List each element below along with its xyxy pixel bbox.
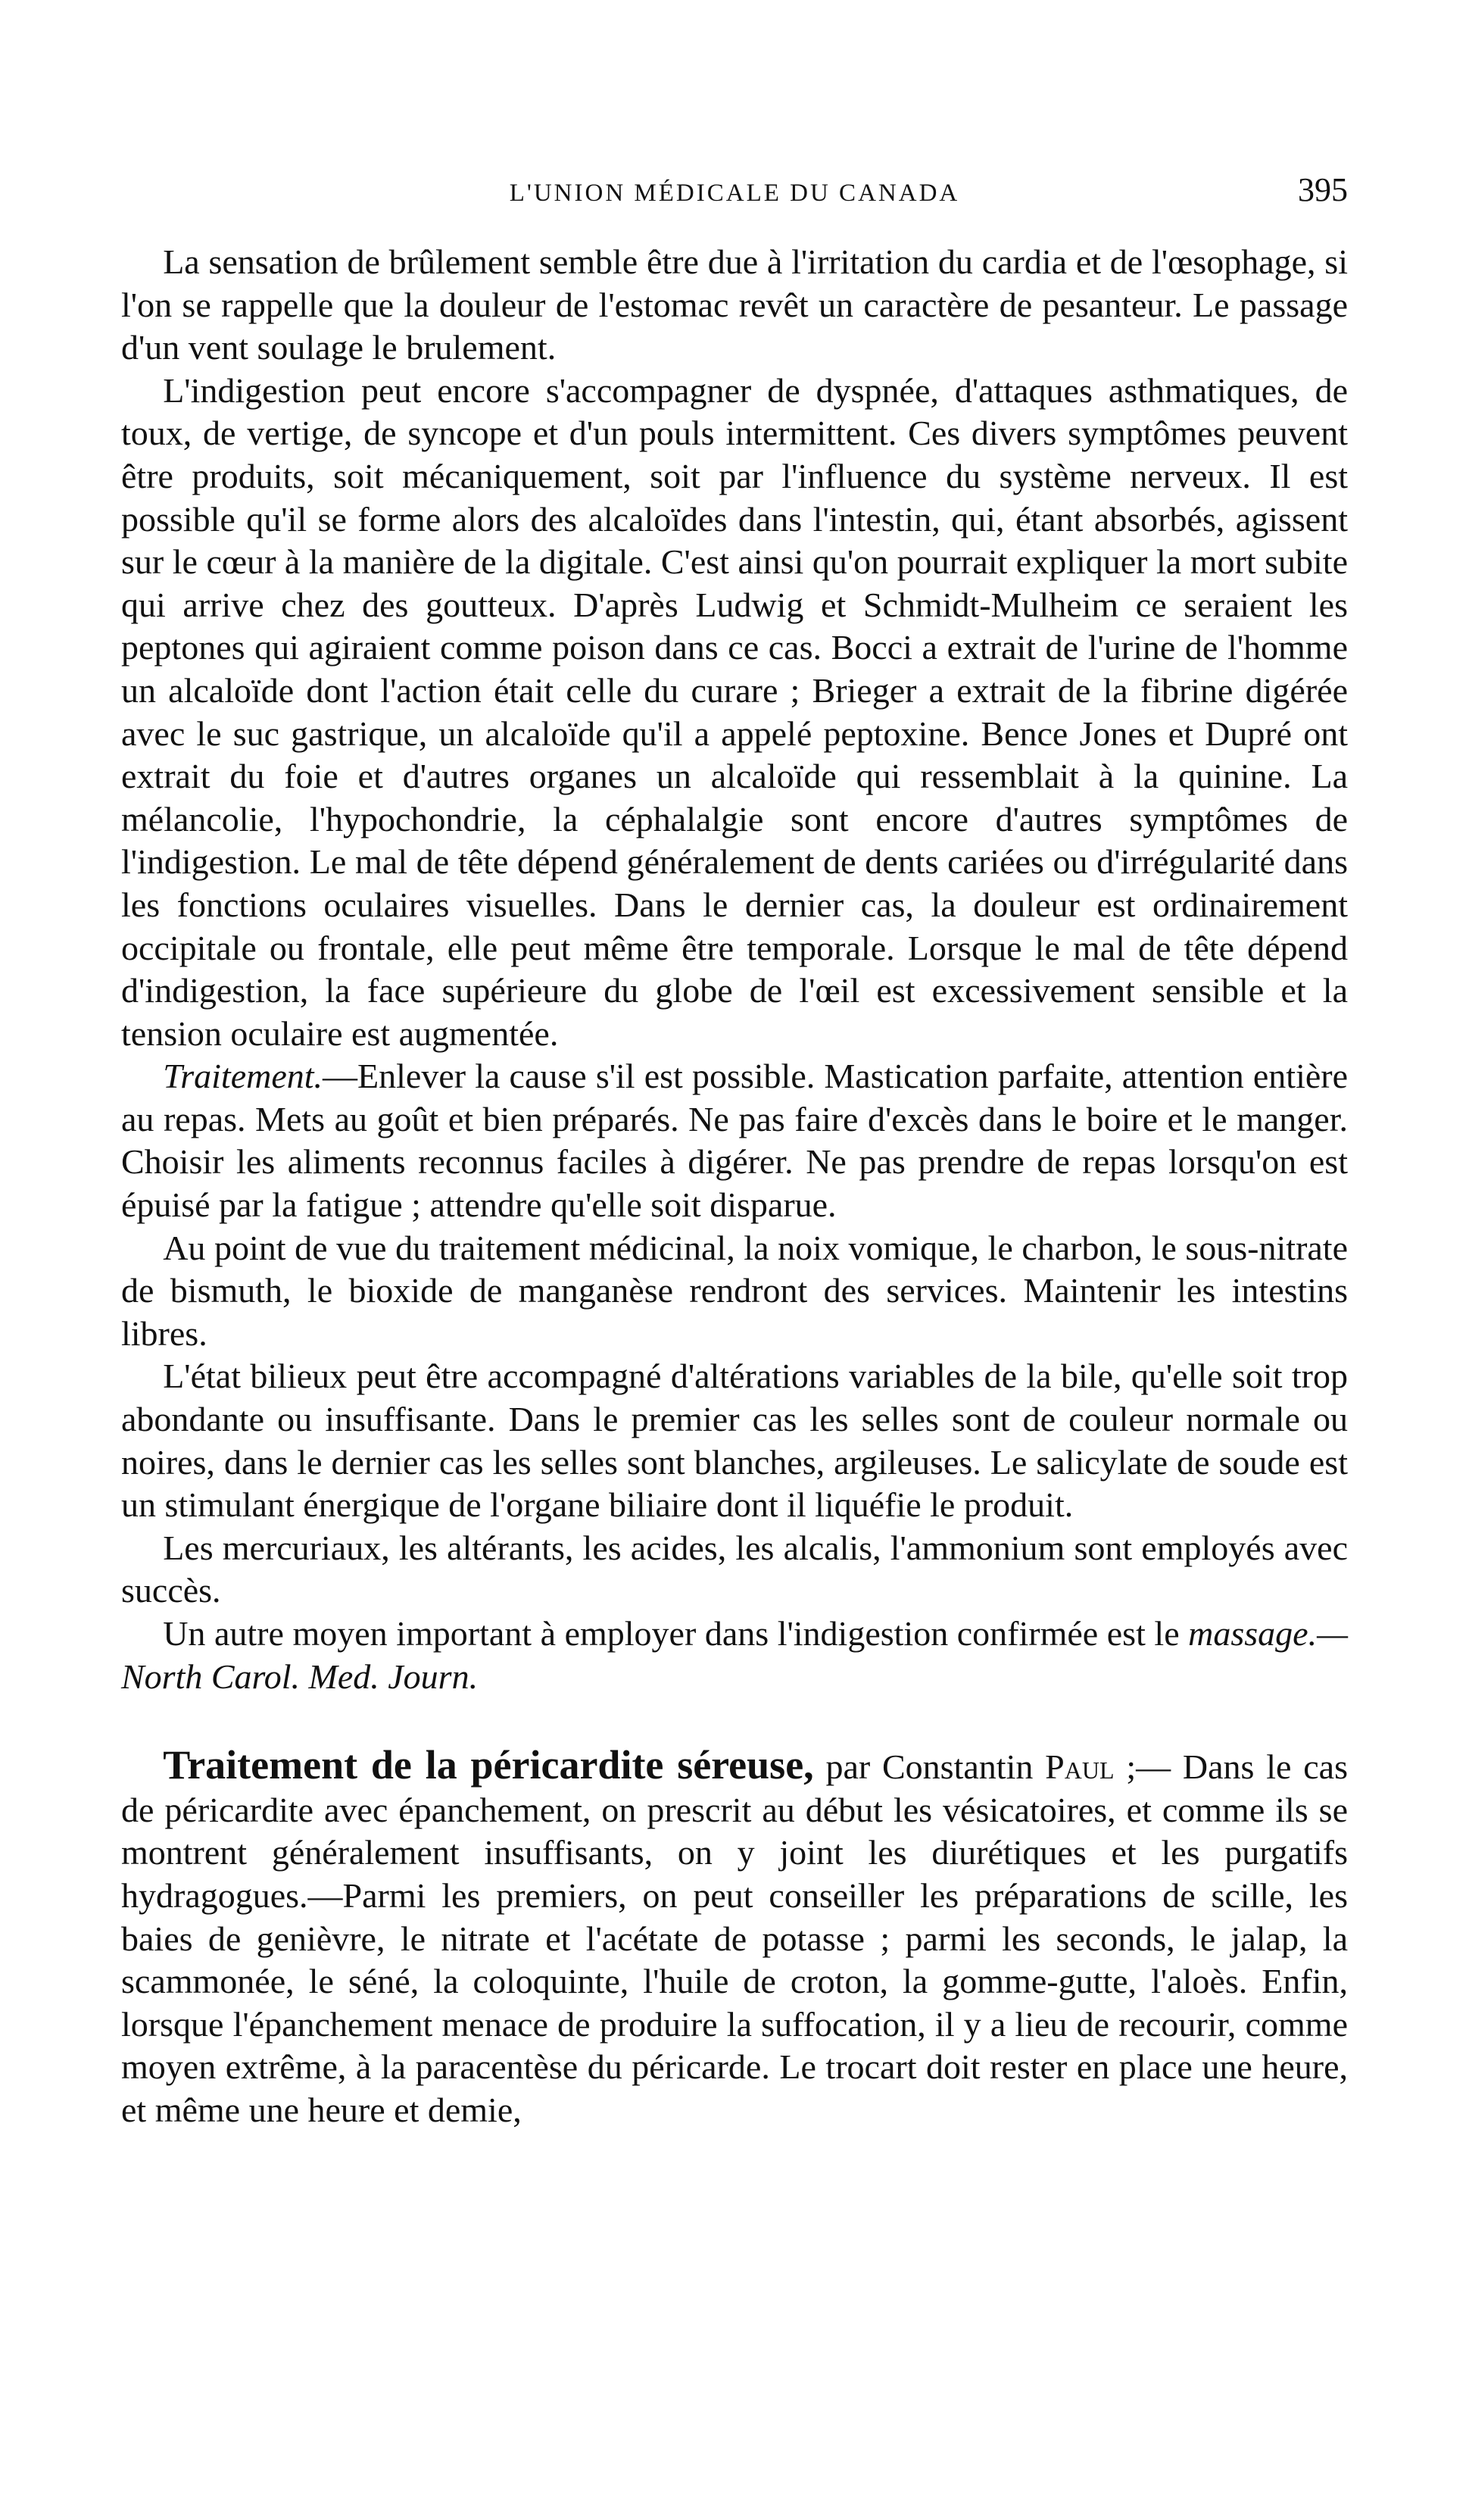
citation: massage.—North Carol. Med. Journ. xyxy=(121,1614,1348,1696)
page-number: 395 xyxy=(1298,171,1348,208)
paragraph: L'indigestion peut encore s'accompagner de dyspnée, d'attaques asthmatiques, de toux, de vertige, de syncope et d'un pouls intermittent. Ces divers symptômes peuvent être produits, soit mécaniquement, soit par l'influence du système nerveux. Il est possible qu'il se forme alors des alcaloïdes dans l'intestin, qui, étant absorbés, agissent sur le cœur à la manière de la digitale. C'est ainsi qu'on pourrait expliquer la mort subite qui arrive chez des goutteux. D'après Ludwig et Schmidt-Mulheim ce seraient les peptones qui agiraient comme poison dans ce cas. Bocci a extrait de l'urine de l'homme un alcaloïde dont l'action était celle du curare ; Brieger a extrait de la fibrine digérée avec le suc gastrique, un alcaloïde qu'il a appelé peptoxine. Bence Jones et Dupré ont extrait du foie et d'autres organes un alcaloïde qui ressemblait à la quinine. La mélancolie, l'hypochondrie, la céphalalgie sont encore d'autres symptômes de l'indigestion. Le mal de tête dépend généralement de dents cariées ou d'irrégularité dans les fonctions oculaires visuelles. Dans le dernier cas, la douleur est ordinairement occipitale ou frontale, elle peut même être temporale. Lorsque le mal de tête dépend d'indigestion, la face supérieure du globe de l'œil est excessivement sensible et la tension oculaire est augmentée. xyxy=(121,370,1348,1053)
section-spacer xyxy=(121,1698,1348,1744)
article-title: Traitement de la péricardite séreuse, xyxy=(163,1742,814,1788)
article-paragraph xyxy=(121,1744,1348,2131)
body-text xyxy=(121,241,1348,2132)
page-header xyxy=(121,170,1348,216)
paragraph-text: Un autre moyen important à employer dans l'indigestion confirmée est le xyxy=(163,1614,1189,1653)
paragraph: Les mercuriaux, les altérants, les acides, les alcalis, l'ammonium sont employés avec succès. xyxy=(121,1528,1348,1610)
paragraph: Au point de vue du traitement médicinal, la noix vomique, le charbon, le sous-nitrate de bismuth, le bioxide de manganèse rendront des services. Maintenir les intestins libres. xyxy=(121,1228,1348,1353)
paragraph xyxy=(121,1055,1348,1226)
italic-heading: Traitement. xyxy=(163,1057,323,1096)
paragraph xyxy=(121,1613,1348,1698)
article-body: Dans le cas de péricardite avec épanchement, on prescrit au début les vésicatoires, et comme ils se montrent généralement insuffisants, on y joint les diurétiques et les purgatifs hydragogues.—Parmi les premiers, on peut conseiller les préparations de scille, les baies de genièvre, le nitrate et l'acétate de potasse ; parmi les seconds, le jalap, la scammonée, le séné, la coloquinte, l'huile de croton, la gomme-gutte, l'aloès. Enfin, lorsque l'épanchement menace de produire la suffocation, il y a lieu de recourir, comme moyen extrême, à la paracentèse du péricarde. Le trocart doit rester en place une heure, et même une heure et demie, xyxy=(121,1747,1349,2129)
paragraph: La sensation de brûlement semble être due à l'irritation du cardia et de l'œsophage, si l'on se rappelle que la douleur de l'estomac revêt un caractère de pesanteur. Le passage d'un vent soulage le brulement. xyxy=(121,242,1348,367)
author-suffix: ;— xyxy=(1114,1747,1171,1787)
paragraph: L'état bilieux peut être accompagné d'altérations variables de la bile, qu'elle soit trop abondante ou insuffisante. Dans le premier cas les selles sont de couleur normale ou noires, dans le dernier cas les selles sont blanches, argileuses. Le salicylate de soude est un stimulant énergique de l'organe biliaire dont il liquéfie le produit. xyxy=(121,1357,1348,1525)
paragraph-text: —Enlever la cause s'il est possible. Mastication parfaite, attention entière au repas. Mets au goût et bien préparés. Ne pas faire d'excès dans le boire et le manger. Choisir les aliments reconnus faciles à digérer. Ne pas prendre de repas lorsqu'on est épuisé par la fatigue ; attendre qu'elle soit disparue. xyxy=(121,1057,1348,1225)
running-title: L'UNION MÉDICALE DU CANADA xyxy=(509,180,960,207)
author-prefix: par Constantin xyxy=(813,1747,1046,1787)
author-name: Paul xyxy=(1045,1747,1115,1787)
